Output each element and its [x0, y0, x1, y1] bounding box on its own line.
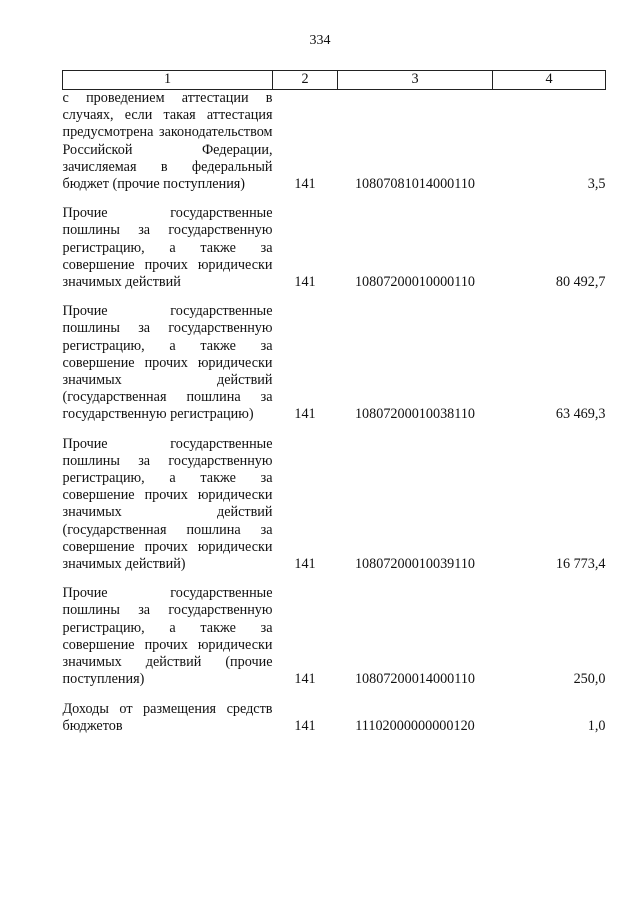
row-admin-code: 141	[294, 556, 316, 573]
row-admin-code: 141	[294, 274, 316, 291]
header-col-1: 1	[63, 71, 273, 90]
row-amount: 16 773,4	[555, 556, 606, 573]
row-amount: 80 492,7	[555, 274, 606, 291]
row-description: Прочие государственные пошлины за государственную регистрацию, а также за совершение прочих юридически значимых действий (государственная пошлина за государственную регистрацию)	[62, 303, 273, 423]
row-budget-code: 10807200014000110	[354, 671, 476, 688]
row-amount: 63 469,3	[555, 406, 606, 423]
row-budget-code: 11102000000000120	[355, 717, 475, 734]
row-description: Доходы от размещения средств бюджетов	[62, 700, 273, 734]
table-row	[63, 90, 606, 194]
table-header	[63, 71, 606, 90]
row-budget-code: 10807200010000110	[354, 274, 476, 291]
row-amount: 250,0	[573, 671, 606, 688]
row-description: с проведением аттестации в случаях, если такая аттестация предусмотрена законодательством Российской Федерации, зачисляемая в федеральный бюджет (прочие поступления)	[62, 90, 273, 193]
row-description: Прочие государственные пошлины за государственную регистрацию, а также за совершение прочих юридически значимых действий (прочие поступления)	[62, 585, 273, 688]
header-col-4: 4	[493, 71, 606, 90]
budget-table	[62, 70, 606, 735]
table-row	[63, 436, 606, 574]
row-amount: 3,5	[587, 176, 606, 193]
row-budget-code: 10807200010038110	[354, 406, 476, 423]
table-row	[63, 585, 606, 688]
row-budget-code: 10807200010039110	[354, 556, 476, 573]
row-admin-code: 141	[294, 717, 316, 734]
table-row	[63, 205, 606, 291]
header-col-2: 2	[273, 71, 338, 90]
row-description: Прочие государственные пошлины за государственную регистрацию, а также за совершение прочих юридически значимых действий	[62, 205, 273, 291]
header-col-3: 3	[338, 71, 493, 90]
row-admin-code: 141	[294, 406, 316, 423]
row-admin-code: 141	[294, 176, 316, 193]
table-row	[63, 701, 606, 735]
row-description: Прочие государственные пошлины за государственную регистрацию, а также за совершение прочих юридически значимых действий (государственная пошлина за совершение прочих юридически значимых действий)	[62, 435, 273, 573]
page-number: 334	[309, 33, 331, 48]
table-row	[63, 303, 606, 423]
row-admin-code: 141	[294, 671, 316, 688]
row-amount: 1,0	[587, 717, 606, 734]
row-budget-code: 10807081014000110	[354, 176, 476, 193]
